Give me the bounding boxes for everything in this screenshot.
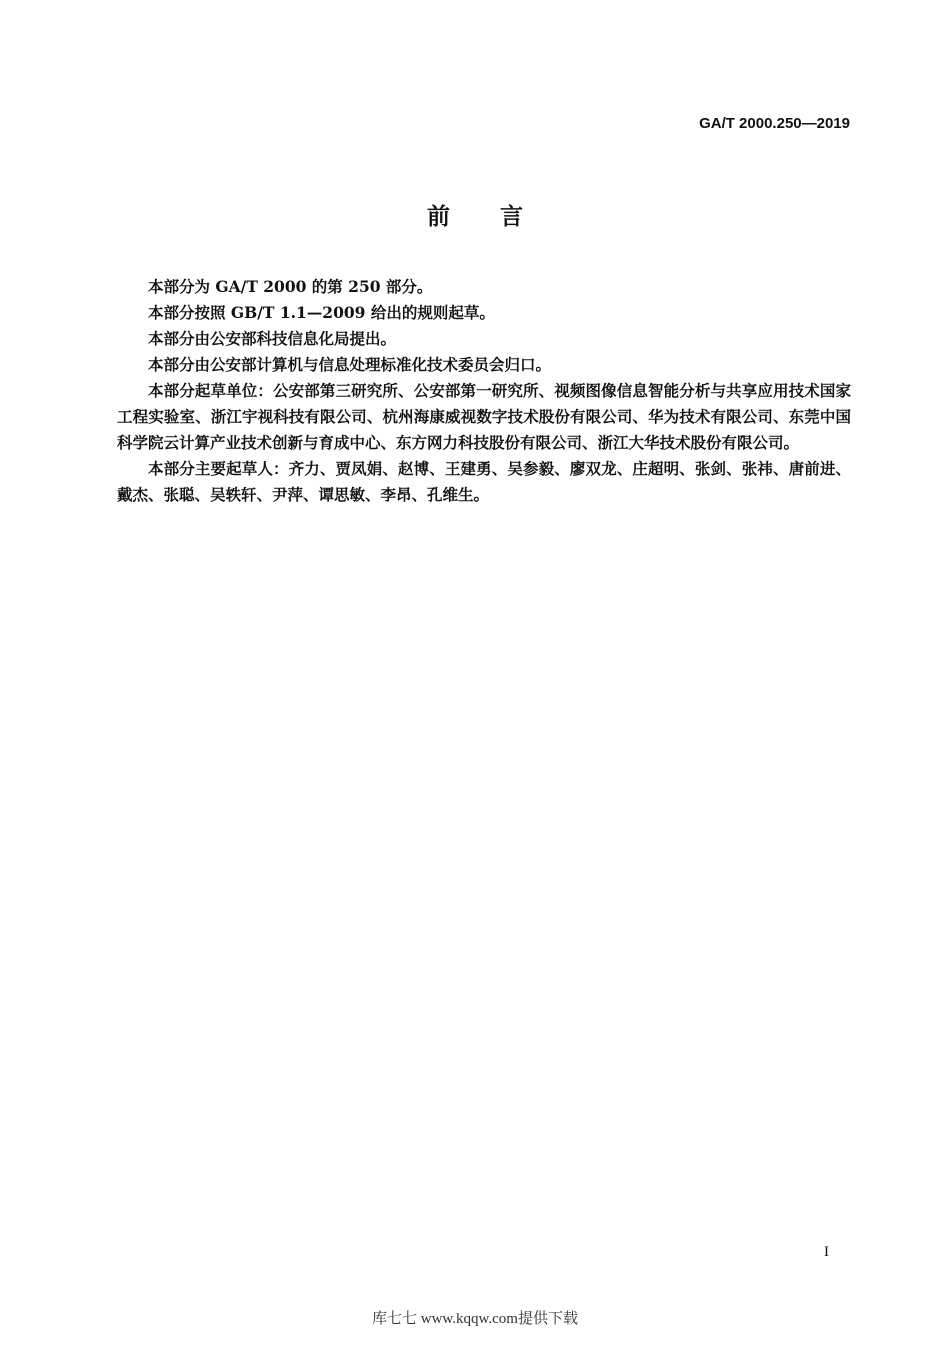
paragraph: 本部分由公安部科技信息化局提出。 — [148, 329, 397, 348]
paragraph-drafters: 本部分主要起草人：齐力、贾凤娟、赵博、王建勇、吴参毅、廖双龙、庄超明、张剑、张祎、唐前进、戴杰、张聪、吴轶轩、尹萍、谭思敏、李昂、孔维生。 — [117, 459, 851, 504]
paragraph-drafting-units: 本部分起草单位：公安部第三研究所、公安部第一研究所、视频图像信息智能分析与共享应用技术国家工程实验室、浙江宇视科技有限公司、杭州海康威视数字技术股份有限公司、华为技术有限公司、东莞中国科学院云计算产业技术创新与育成中心、东方网力科技股份有限公司、浙江大华技术股份有限公司。 — [117, 381, 851, 452]
standard-number: GA/T 2000.250—2019 — [699, 115, 850, 132]
paragraph: 本部分按照 GB/T 1.1—2009 给出的规则起草。 — [148, 303, 495, 322]
page-number: I — [824, 1244, 829, 1260]
footer-watermark: 库七七 www.kqqw.com提供下载 — [372, 1311, 578, 1327]
paragraph: 本部分为 GA/T 2000 的第 250 部分。 — [148, 277, 433, 296]
page-title: 前言 — [427, 203, 573, 230]
paragraph: 本部分由公安部计算机与信息处理标准化技术委员会归口。 — [148, 355, 552, 374]
foreword-body — [117, 274, 851, 508]
